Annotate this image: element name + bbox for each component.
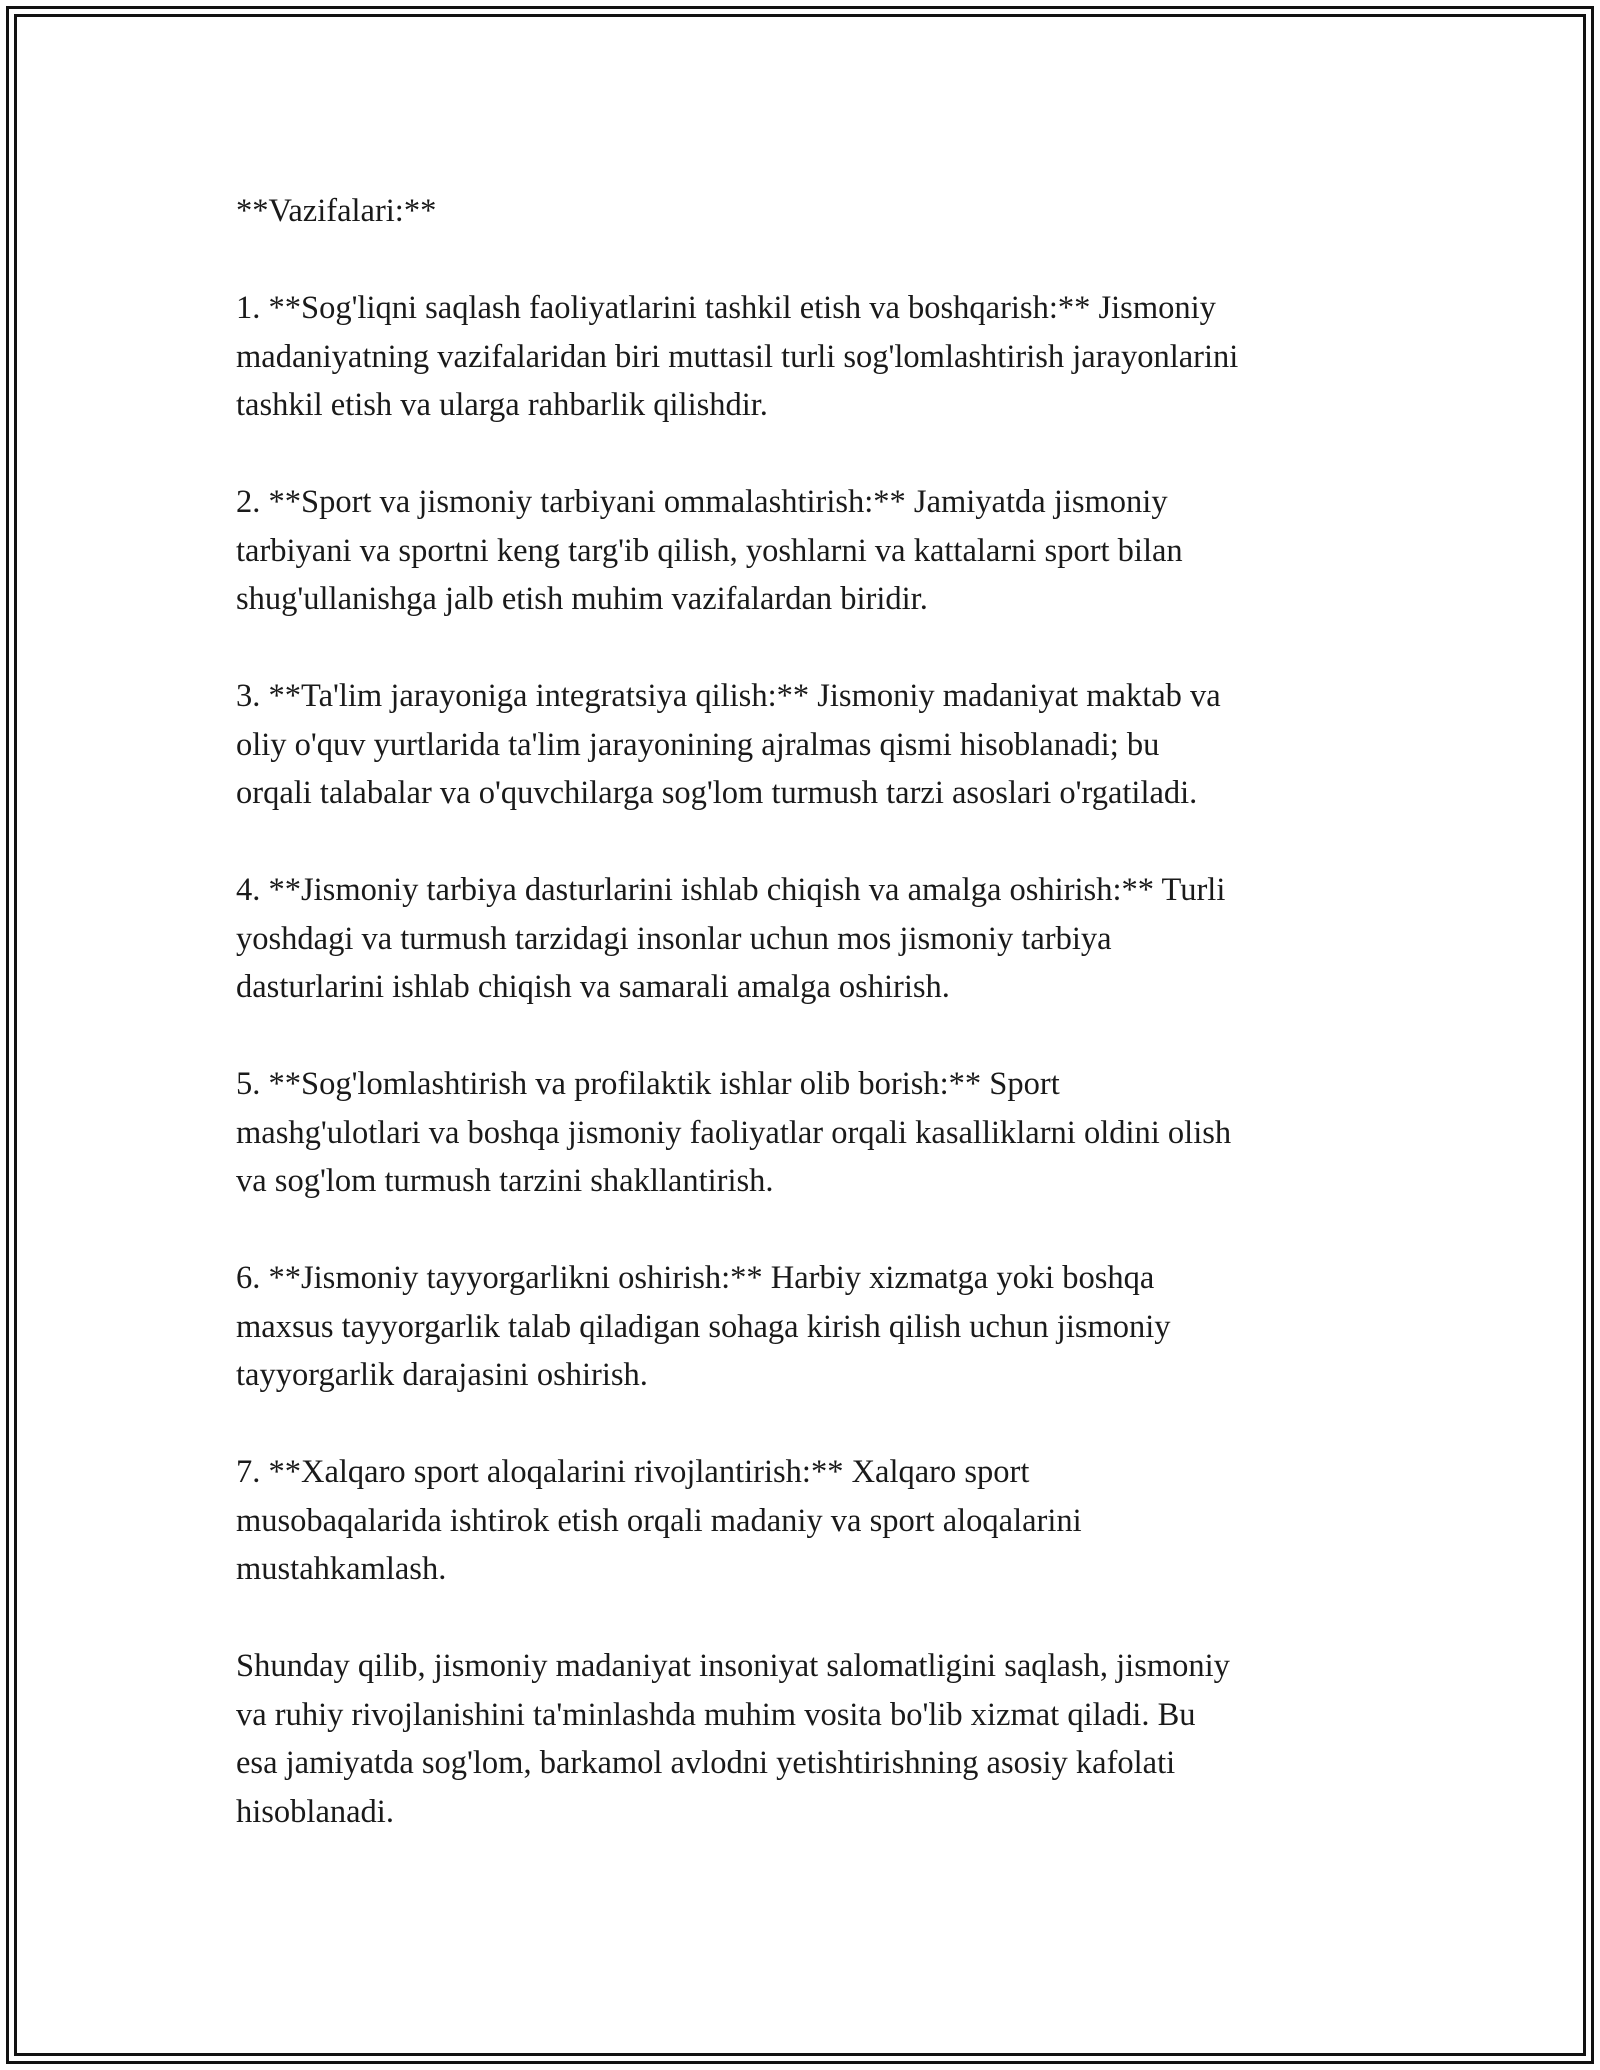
list-item-7: 7. **Xalqaro sport aloqalarini rivojlantirish:** Xalqaro sport musobaqalarida ishtirok etish orqali madaniy va sport aloqalarini mustahkamlash. xyxy=(236,1454,1082,1587)
list-item-5: 5. **Sog'lomlashtirish va profilaktik ishlar olib borish:** Sport mashg'ulotlari va boshqa jismoniy faoliyatlar orqali kasalliklarni oldini olish va sog'lom turmush tarzini shakllantirish. xyxy=(236,1066,1232,1199)
list-item-4: 4. **Jismoniy tarbiya dasturlarini ishlab chiqish va amalga oshirish:** Turli yoshdagi va turmush tarzidagi insonlar uchun mos jismoniy tarbiya dasturlarini ishlab chiqish va samarali amalga oshirish. xyxy=(236,872,1226,1005)
list-item-1: 1. **Sog'liqni saqlash faoliyatlarini tashkil etish va boshqarish:** Jismoniy madaniyatning vazifalaridan biri muttasil turli sog'lomlashtirish jarayonlarini tashkil etish va ularga rahbarlik qilishdir. xyxy=(236,290,1239,423)
list-item-3: 3. **Ta'lim jarayoniga integratsiya qilish:** Jismoniy madaniyat maktab va oliy o'quv yurtlarida ta'lim jarayonining ajralmas qismi hisoblanadi; bu orqali talabalar va o'quvchilarga sog'lom turmush tarzi asoslari o'rgatiladi. xyxy=(236,678,1221,811)
conclusion-paragraph: Shunday qilib, jismoniy madaniyat insoniyat salomatligini saqlash, jismoniy va ruhiy rivojlanishini ta'minlashda muhim vosita bo'lib xizmat qiladi. Bu esa jamiyatda sog'lom, barkamol avlodni yetishtirishning asosiy kafolati hisoblanadi. xyxy=(236,1648,1230,1830)
document-body xyxy=(236,187,1376,1836)
list-item-2: 2. **Sport va jismoniy tarbiyani ommalashtirish:** Jamiyatda jismoniy tarbiyani va sportni keng targ'ib qilish, yoshlarni va kattalarni sport bilan shug'ullanishga jalb etish muhim vazifalardan biridir. xyxy=(236,484,1183,617)
section-heading: **Vazifalari:** xyxy=(236,193,437,229)
list-item-6: 6. **Jismoniy tayyorgarlikni oshirish:** Harbiy xizmatga yoki boshqa maxsus tayyorgarlik talab qiladigan sohaga kirish qilish uchun jismoniy tayyorgarlik darajasini oshirish. xyxy=(236,1260,1171,1393)
